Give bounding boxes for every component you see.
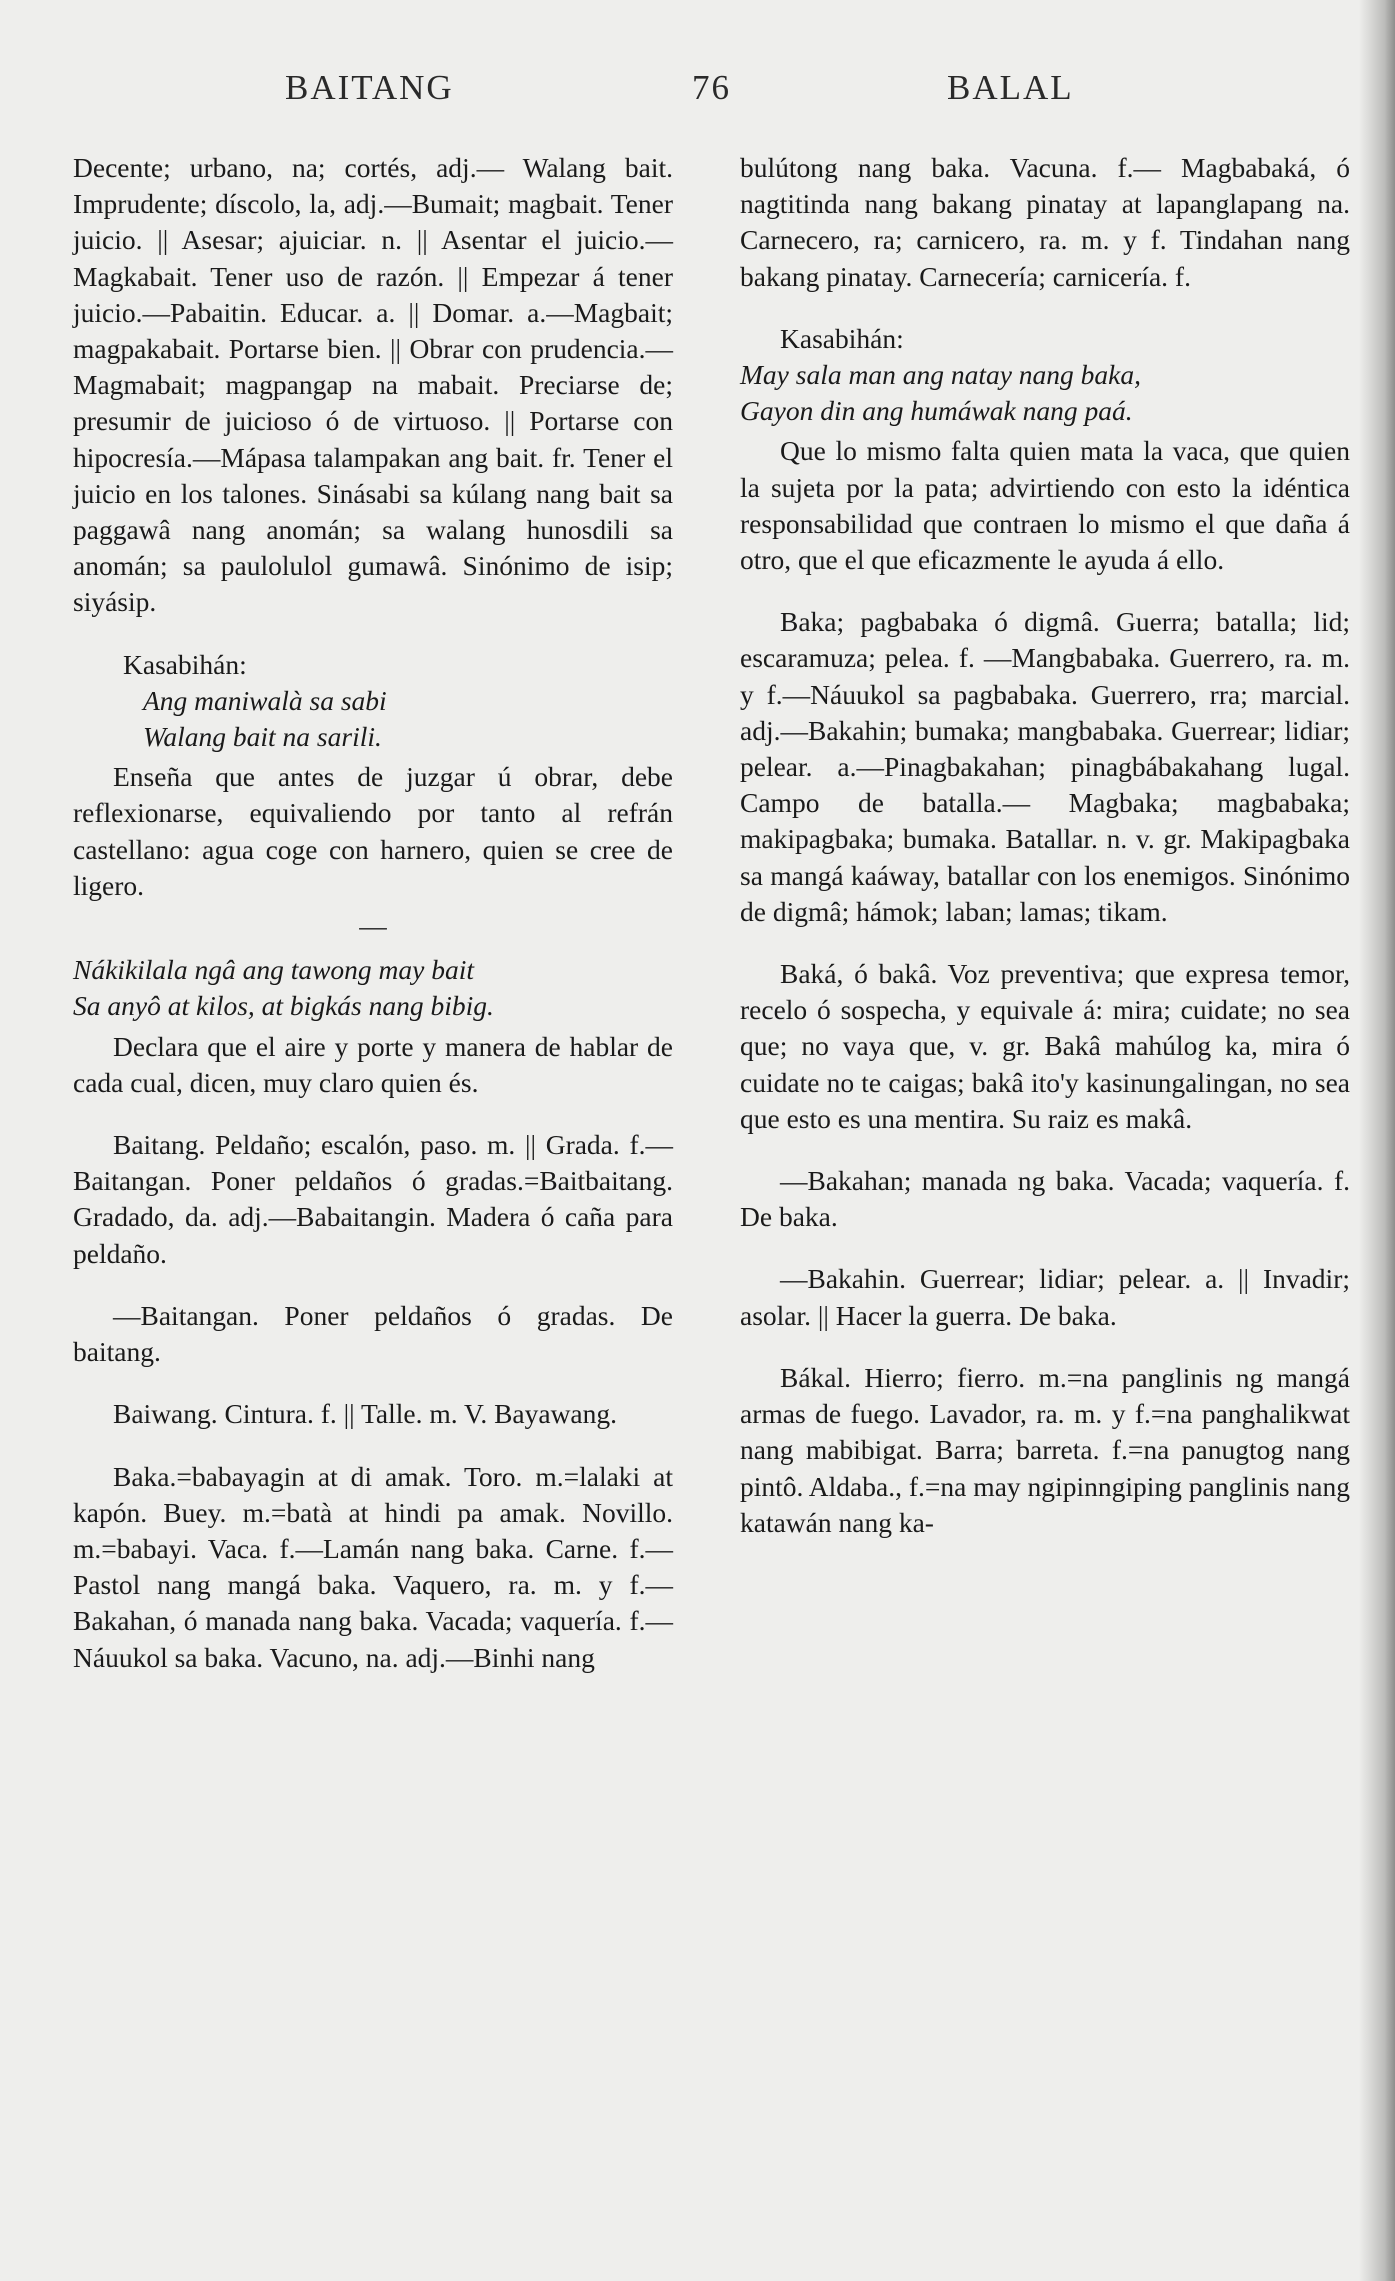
proverb-block	[73, 647, 673, 756]
proverb-line: Walang bait na sarili.	[143, 721, 382, 753]
entry-baitang: Baitang. Peldaño; escalón, paso. m. || Grada. f.—Baitangan. Poner peldaños ó gradas.=Baitbaitang. Gradado, da. adj.—Babaitangin. Madera ó caña para peldaño.	[73, 1129, 673, 1269]
entry-baka-continuation: bulútong nang baka. Vacuna. f.— Magbabaká, ó nagtitinda nang bakang pinatay at lapanglapang na. Carnecero, ra; carnicero, ra. m. y f. Tindahan nang bakang pinatay. Carnecería; carnicería. f.	[740, 152, 1350, 292]
page-number: 76	[692, 68, 731, 107]
entry-baiwang: Baiwang. Cintura. f. || Talle. m. V. Bayawang.	[113, 1398, 618, 1430]
proverb-block	[740, 321, 1350, 430]
proverb-label: Kasabihán:	[780, 322, 904, 354]
entry-baka-war: Baka; pagbabaka ó digmâ. Guerra; batalla; lid; escaramuza; pelea. f. —Mangbabaka. Guerrero, ra. m. y f.—Náuukol sa pagbabaka. Guerrero, rra; marcial. adj.—Bakahin; bumaka; mangbabaka. Guerrear; lidiar; pelear. a.—Pinagbakahan; pinagbábakahang lugal. Campo de batalla.— Magbaka; magbabaka; makipagbaka; bumaka. Batallar. n. v. gr. Makipagbaka sa mangá kaáway, batallar con los enemigos. Sinónimo de digmâ; hámok; laban; lamas; tikam.	[740, 606, 1350, 927]
proverb-explanation: Enseña que antes de juzgar ú obrar, debe reflexionarse, equivaliendo por tanto al refrán castellano: agua coge con harnero, quien se cree de ligero.	[73, 761, 673, 901]
running-header	[0, 68, 1395, 118]
section-dash: —	[359, 910, 387, 942]
entry-baitangan: —Baitangan. Poner peldaños ó gradas. De baitang.	[73, 1299, 673, 1368]
entry-bakal: Bákal. Hierro; fierro. m.=na panglinis ng mangá armas de fuego. Lavador, ra. m. y f.=na panghalikwat nang mabibigat. Barra; barreta. f.=na panugtog nang pintô. Aldaba., f.=na may ngipinngiping panglinis nang katawán nang ka-	[740, 1361, 1350, 1538]
proverb-line: May sala man ang natay nang baka,	[740, 359, 1141, 391]
entry-bait-continuation: Decente; urbano, na; cortés, adj.— Walang bait. Imprudente; díscolo, la, adj.—Bumait; magbait. Tener juicio. || Asesar; ajuiciar. n. || Asentar el juicio.—Magkabait. Tener uso de razón. || Empezar á tener juicio.—Pabaitin. Educar. a. || Domar. a.—Magbait; magpakabait. Portarse bien. || Obrar con prudencia.—Magmabait; magpangap na mabait. Preciarse de; presumir de juicioso ó de virtuoso. || Portarse con hipocresía.—Mápasa talampakan ang bait. fr. Tener el juicio en los talones. Sinásabi sa kúlang nang bait sa paggawâ nang anomán; sa walang hunosdili sa anomán; sa paulolulol gumawâ. Sinónimo de isip; siyásip.	[73, 152, 673, 618]
left-column	[73, 150, 673, 1702]
header-left-word: BAITANG	[285, 68, 454, 107]
proverb-block	[73, 952, 673, 1024]
right-column	[740, 150, 1350, 1567]
page-shadow-edge	[1359, 0, 1395, 2281]
proverb-label: Kasabihán:	[123, 648, 247, 680]
proverb-explanation: Que lo mismo falta quien mata la vaca, que quien la sujeta por la pata; advirtiendo con esto la idéntica responsabilidad que contraen lo mismo el que daña á otro, que el que eficazmente le ayuda á ello.	[740, 435, 1350, 576]
proverb-explanation: Declara que el aire y porte y manera de hablar de cada cual, dicen, muy claro quien és.	[73, 1030, 673, 1098]
proverb-line: Gayon din ang humáwak nang paá.	[740, 395, 1133, 427]
entry-baka-interjection: Baká, ó bakâ. Voz preventiva; que expresa temor, recelo ó sospecha, y equivale á: mira; cuidate; no sea que; no vaya que, v. gr. Bakâ mahúlog ka, mira ó cuidate no te caigas; bakâ ito'y kasinungalingan, no sea que esto es una mentira. Su raiz es makâ.	[740, 958, 1350, 1134]
entry-baka: Baka.=babayagin at di amak. Toro. m.=lalaki at kapón. Buey. m.=batà at hindi pa amak. Novillo. m.=babayi. Vaca. f.—Lamán nang baka. Carne. f.—Pastol nang mangá baka. Vaquero, ra. m. y f.—Bakahan, ó manada nang baka. Vacada; vaquería. f.—Náuukol sa baka. Vacuno, na. adj.—Binhi nang	[73, 1460, 673, 1673]
proverb-line: Ang maniwalà sa sabi	[143, 684, 387, 716]
proverb-line: Nákikilala ngâ ang tawong may bait	[73, 954, 475, 986]
entry-bakahan: —Bakahan; manada ng baka. Vacada; vaquería. f. De baka.	[740, 1165, 1350, 1233]
header-right-word: BALAL	[947, 68, 1074, 107]
entry-bakahin: —Bakahin. Guerrear; lidiar; pelear. a. || Invadir; asolar. || Hacer la guerra. De baka.	[740, 1263, 1350, 1331]
proverb-line: Sa anyô at kilos, at bigkás nang bibig.	[73, 990, 494, 1022]
